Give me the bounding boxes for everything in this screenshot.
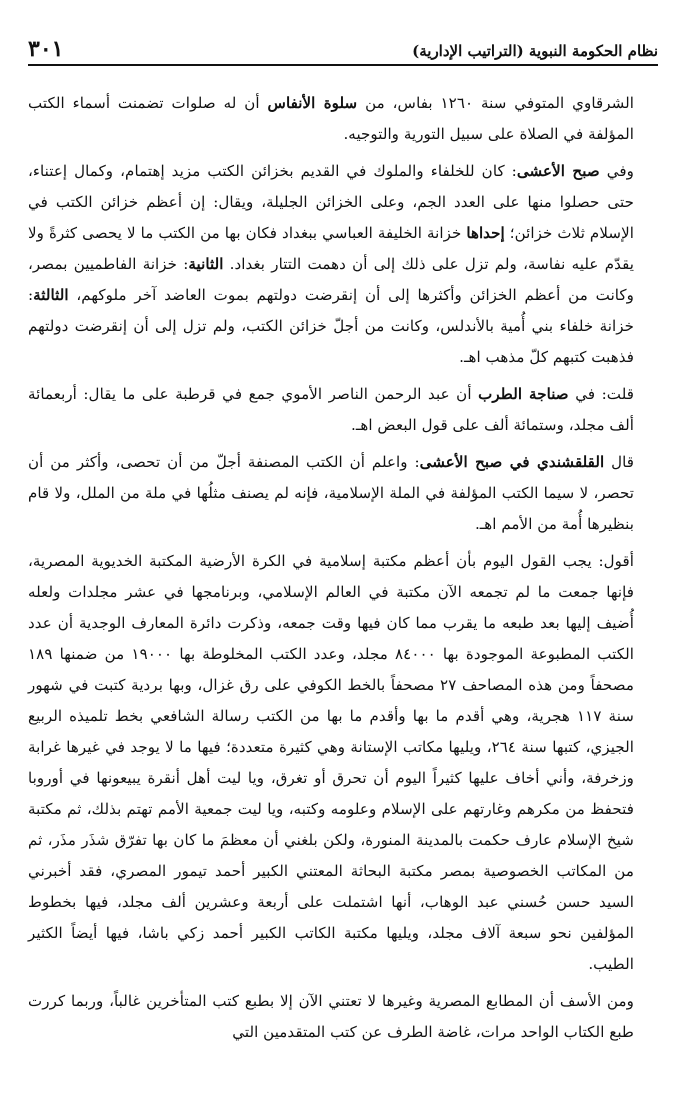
paragraph	[28, 447, 656, 540]
text-run: : خزانة الفاطميين بمصر، وكانت من أعظم الخزائن وأكثرها إلى أن إنقرضت دولتهم بموت العاضد آخر ملوكهم،	[28, 255, 634, 304]
page-header	[28, 30, 658, 66]
text-run: خزانة الخليفة العباسي ببغداد فكان بها من الكتب ما لا يحصى كثرةً ولا يقدّم عليه نفاسة، ولم تزل على ذلك إلى أن دهمت التتار بغداد.	[28, 224, 634, 273]
paragraph	[28, 156, 656, 373]
paragraph	[28, 379, 656, 441]
bold-term: سلوة الأنفاس	[267, 94, 358, 112]
bold-term: الثالثة	[33, 286, 69, 304]
text-run: أن عبد الرحمن الناصر الأموي جمع في قرطبة على ما يقال: أربعمائة ألف مجلد، وستمائة ألف على قول البعض اهـ.	[28, 385, 634, 434]
paragraph	[28, 986, 656, 1048]
text-run: الشرقاوي المتوفي سنة ١٢٦٠ بفاس، من	[357, 94, 634, 112]
text-run: أن له صلوات تضمنت أسماء الكتب المؤلفة في الصلاة على سبيل التورية والتوجيه.	[28, 94, 634, 143]
text-run: : خزانة خلفاء بني أُمية بالأندلس، وكانت من أجلّ خزائن الكتب، ولم تزل إلى أن إنقرضت دولتهم فذهبت كتبهم كلّ مذهب اهـ.	[28, 286, 634, 366]
paragraph	[28, 546, 656, 980]
text-run: وفي	[599, 162, 634, 180]
page-number: ٣٠١	[28, 36, 64, 62]
bold-term: صناجة الطرب	[478, 385, 569, 403]
text-run: قلت: في	[568, 385, 634, 403]
bold-term: إحداها	[466, 224, 505, 242]
bold-term: الثانية	[188, 255, 224, 273]
text-run: قال	[604, 453, 635, 471]
bold-term: القلقشندي في صبح الأعشى	[419, 453, 605, 471]
text-run: : كان للخلفاء والملوك في القديم بخزائن الكتب مزيد إهتمام، وكمال إعتناء، حتى حصلوا منها على العدد الجم، وعلى الخزائن الجليلة، ويقال: إن أعظم خزائن الكتب في الإسلام ثلاث خزائن؛	[28, 162, 635, 242]
text-run: أقول: يجب القول اليوم بأن أعظم مكتبة إسلامية في الكرة الأرضية المكتبة الخديوية المصرية، فإنها جمعت ما لم تجمعه الآن مكتبة في العالم الإسلامي، وبرنامجها في عشر مجلدات ولعله أُضيف إليها بعد طبعه ما يقرب مما كان فيها وقت جمعه، وذكرت دائرة المعارف الوجدية أن عدد الكتب المطبوعة الموجودة بها ٨٤٠٠٠ مجلد، وعدد الكتب المخلوطة بها ١٩٠٠٠ من ضمنها ١٨٩ مصحفاً ومن هذه المصاحف ٢٧ مصحفاً بالخط الكوفي على رق غزال، وبها بردية كتبت في شهور سنة ١١٧ هجرية، وهي أقدم ما بها وأقدم ما بها من الكتب رسالة الشافعي بخط تلميذه الربيع الجيزي، كتبها سنة ٢٦٤، ويليها مكاتب الإستانة وهي كثيرة متعددة؛ فيها ما لا يوجد في غيرها غرابة وزخرفة، وأني أخاف عليها كثيراً اليوم أن تحرق أو تغرق، ويا ليت أهل أنقرة يبيعونها في أوروبا فتحفظ من مكرهم وغارتهم على الإسلام وعلومه وكتبه، ويا ليت جمعية الأمم تهتم بذلك، ثم مكتبة شيخ الإسلام عارف حكمت بالمدينة المنورة، ولكن بلغني أن معظمَ ما كان بها تفرّق شذَر مذَر، ثم من المكاتب الخصوصية بمصر مكتبة البحاثة المعتني الكبير أحمد تيمور المصري، فقد أخبرني السيد حسن حُسني عبد الوهاب، أنها اشتملت على أربعة وعشرين ألف مجلد، فيها بخطوط المؤلفين نحو سبعة آلاف مجلد، ويليها مكتبة الكاتب الكبير أحمد زكي باشا، فيها أيضاً الكثير الطيب.	[28, 552, 635, 973]
body-text	[28, 88, 656, 1048]
bold-term: صبح الأعشى	[516, 162, 600, 180]
text-run: ومن الأسف أن المطابع المصرية وغيرها لا تعتني الآن إلا بطبع كتب المتأخرين غالباً، وربما كررت طبع الكتاب الواحد مرات، غاضة الطرف عن كتب المتقدمين التي	[28, 992, 634, 1041]
running-title: نظام الحكومة النبوية (التراتيب الإدارية)	[412, 42, 658, 60]
paragraph	[28, 88, 656, 150]
text-run: : واعلم أن الكتب المصنفة أجلّ من أن تحصى، وأكثر من أن تحصر، لا سيما الكتب المؤلفة في الملة الإسلامية، فإنه لم يصنف مثلُها في ملة من الملل، ولا قام بنظيرها أُمة من الأمم اهـ.	[28, 453, 634, 533]
